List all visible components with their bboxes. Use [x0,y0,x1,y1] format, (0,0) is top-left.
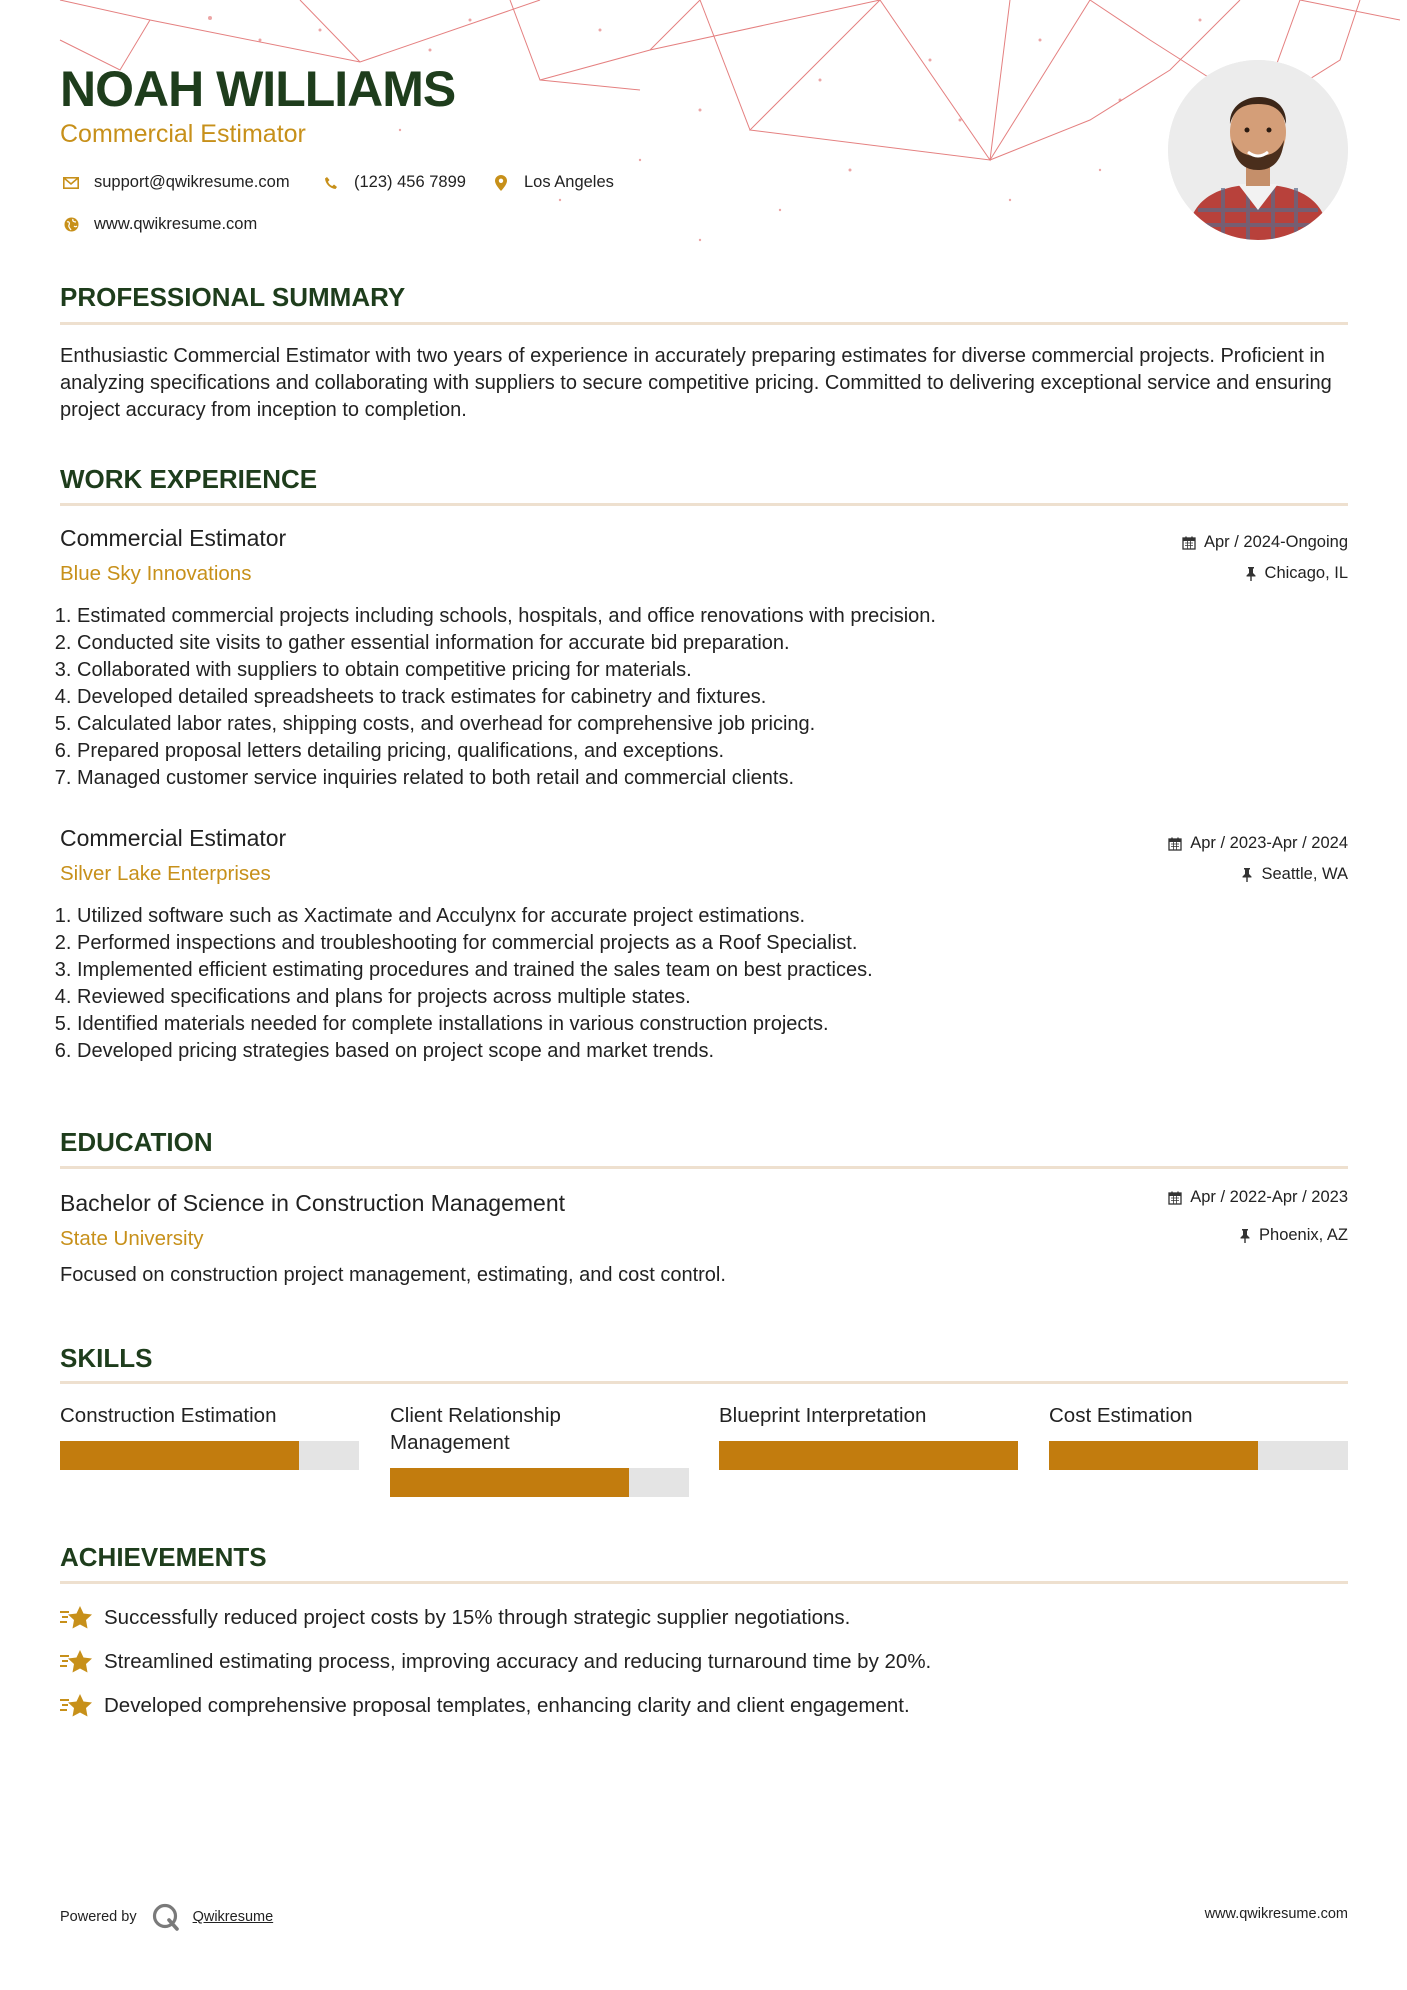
achievement-text: Successfully reduced project costs by 15% through strategic supplier negotiations. [104,1606,851,1629]
duty-item: 2. Conducted site visits to gather essential information for accurate bid preparation. [77,630,1327,657]
education-school: State University [60,1227,204,1250]
experience-heading: WORK EXPERIENCE [60,464,318,494]
profile-photo [1168,60,1348,240]
skill-bar [390,1468,689,1497]
duty-item: 1. Utilized software such as Xactimate and Acculynx for accurate project estimations. [77,903,1327,930]
achievements-heading: ACHIEVEMENTS [60,1542,267,1572]
duty-item: 5. Calculated labor rates, shipping costs, and overhead for comprehensive job pricing. [77,711,1327,738]
qwikresume-link[interactable]: Qwikresume [192,1909,274,1925]
section-divider [60,1581,1348,1584]
job-1-location [1245,564,1348,583]
education-dates [1168,1188,1348,1207]
skill-bar-fill [60,1441,299,1470]
candidate-title: Commercial Estimator [60,120,306,148]
skills-heading: SKILLS [60,1343,153,1373]
job-1-dates-text: Apr / 2024-Ongoing [1203,533,1348,551]
calendar-icon [1168,1191,1182,1205]
summary-text: Enthusiastic Commercial Estimator with two years of experience in accurately preparing estimates for diverse commercial projects. Proficient in analyzing specifications and collaborating with suppliers to secure competitive pricing. Committed to delivering exceptional service and ensuring project accuracy from inception to completion. [60,345,1332,421]
job-2-role: Commercial Estimator [60,825,287,851]
phone-icon [320,176,342,190]
job-2-location-text: Seattle, WA [1261,865,1348,883]
star-icon [60,1648,94,1676]
achievement-item [60,1692,910,1720]
job-1-location-text: Chicago, IL [1264,564,1348,582]
skill-item [60,1402,359,1429]
section-divider [60,1166,1348,1169]
duty-item: 7. Managed customer service inquiries related to both retail and commercial clients. [77,765,1327,792]
skill-label: Blueprint Interpretation [719,1404,927,1427]
duty-item: 1. Estimated commercial projects including schools, hospitals, and office renovations with precision. [77,603,1327,630]
skill-label: Construction Estimation [60,1404,277,1427]
duty-item: 5. Identified materials needed for complete installations in various construction projects. [77,1011,1327,1038]
job-1-duties [57,603,1327,792]
skill-bar [60,1441,359,1470]
job-2-location [1241,865,1348,884]
duty-item: 4. Developed detailed spreadsheets to track estimates for cabinetry and fixtures. [77,684,1327,711]
job-1-company: Blue Sky Innovations [60,562,252,585]
education-description: Focused on construction project management, estimating, and cost control. [60,1264,726,1286]
job-2-dates-text: Apr / 2023-Apr / 2024 [1190,834,1348,852]
education-location [1239,1226,1348,1245]
education-dates-text: Apr / 2022-Apr / 2023 [1190,1188,1348,1206]
map-pin-icon [490,175,512,191]
skill-bar-fill [390,1468,629,1497]
skill-bar [1049,1441,1348,1470]
skill-item [390,1402,689,1456]
job-2-duties [57,903,1327,1065]
section-divider [60,322,1348,325]
qwikresume-logo-icon [151,1902,181,1932]
star-icon [60,1692,94,1720]
calendar-icon [1168,837,1182,851]
achievement-item [60,1604,850,1632]
achievement-text: Streamlined estimating process, improving accuracy and reducing turnaround time by 20%. [104,1650,932,1673]
skill-bar-fill [719,1441,1018,1470]
education-heading: EDUCATION [60,1127,213,1157]
education-degree: Bachelor of Science in Construction Management [60,1190,566,1216]
duty-item: 2. Performed inspections and troubleshooting for commercial projects as a Roof Specialist. [77,930,1327,957]
job-2-company: Silver Lake Enterprises [60,862,271,885]
contact-website[interactable] [60,215,257,234]
location-text: Los Angeles [524,173,614,191]
skill-bar [719,1441,1018,1470]
job-2-dates [1168,834,1348,853]
star-icon [60,1604,94,1632]
achievement-item [60,1648,931,1676]
section-divider [60,503,1348,506]
website-text: www.qwikresume.com [94,215,258,233]
skill-label: Client Relationship Management [390,1404,561,1454]
pushpin-icon [1239,1229,1251,1243]
achievement-text: Developed comprehensive proposal templates, enhancing clarity and client engagement. [104,1694,910,1717]
duty-item: 4. Reviewed specifications and plans for projects across multiple states. [77,984,1327,1011]
contact-email[interactable] [60,173,290,192]
skill-bar-fill [1049,1441,1258,1470]
job-1-role: Commercial Estimator [60,525,287,551]
envelope-icon [60,177,82,189]
phone-text: (123) 456 7899 [354,173,466,191]
summary-heading: PROFESSIONAL SUMMARY [60,282,406,312]
calendar-icon [1182,536,1196,550]
duty-item: 6. Developed pricing strategies based on project scope and market trends. [77,1038,1327,1065]
footer-powered-by [60,1902,273,1932]
education-location-text: Phoenix, AZ [1259,1226,1348,1244]
pushpin-icon [1241,868,1253,882]
powered-by-label: Powered by [60,1909,137,1925]
globe-icon [60,217,82,232]
section-divider [60,1381,1348,1384]
footer-website[interactable]: www.qwikresume.com [1204,1906,1348,1922]
duty-item: 6. Prepared proposal letters detailing pricing, qualifications, and exceptions. [77,738,1327,765]
candidate-name: NOAH WILLIAMS [60,61,456,117]
duty-item: 3. Implemented efficient estimating procedures and trained the sales team on best practices. [77,957,1327,984]
email-text: support@qwikresume.com [94,173,290,191]
skill-item [1049,1402,1348,1429]
pushpin-icon [1245,567,1257,581]
duty-item: 3. Collaborated with suppliers to obtain competitive pricing for materials. [77,657,1327,684]
skill-item [719,1402,1018,1429]
job-1-dates [1182,533,1348,552]
contact-location [490,173,614,192]
contact-phone[interactable] [320,173,466,192]
skill-label: Cost Estimation [1049,1404,1193,1427]
